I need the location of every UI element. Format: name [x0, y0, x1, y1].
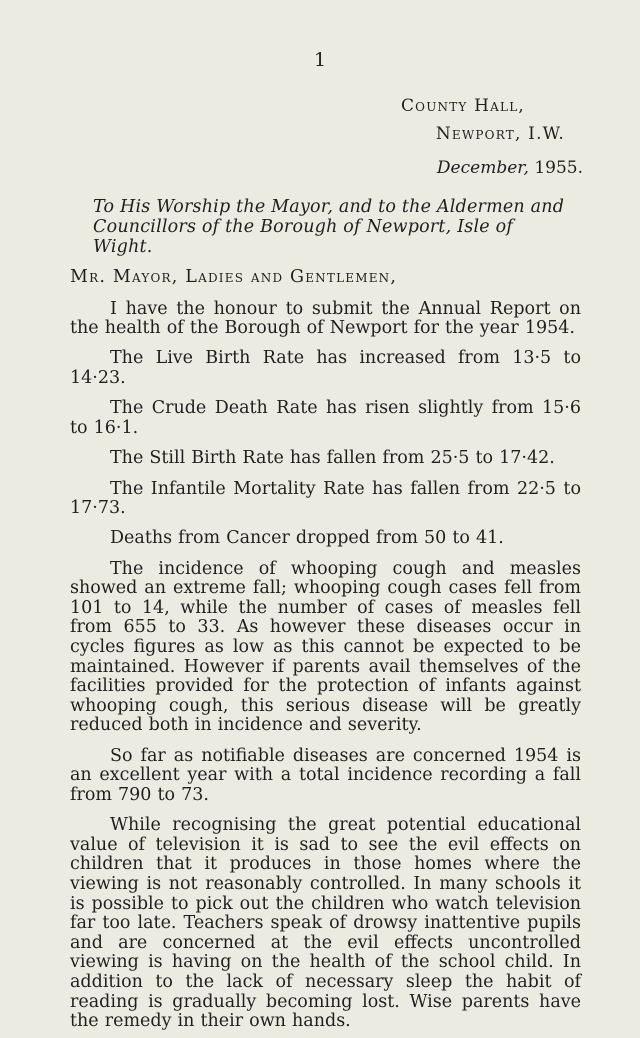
paragraph-crude-death-rate: The Crude Death Rate has risen slightly from 15·6 to 16·1.: [70, 398, 581, 438]
paragraph-intro: I have the honour to submit the Annual Report on the health of the Borough of Newport for the year 1954.: [70, 298, 581, 339]
letter-date: [401, 152, 583, 184]
paragraph-whooping-cough-measles: The incidence of whooping cough and measles showed an extreme fall; whooping cough cases fell from 101 to 14, while the number of cases of measles fell from 655 to 33. As however these diseases occur in cycles figures as low as this cannot be expected to be maintained. However if parents avail themselves of the facilities provided for the protection of infants against whooping cough, this serious disease will be greatly reduced both in incidence and severity.: [70, 558, 581, 736]
paragraph-live-birth-rate: The Live Birth Rate has increased from 13·5 to 14·23.: [70, 348, 581, 389]
date-year: 1955.: [534, 158, 583, 178]
paragraph-infantile-mortality: The Infantile Mortality Rate has fallen from 22·5 to 17·73.: [70, 478, 581, 519]
paragraph-television: While recognising the great potential educational value of television it is sad to see the evil effects on children that it produces in those homes where the viewing is not reasonably controlled. In many schools it is possible to pick out the children who watch television far too late. Teachers speak of drowsy inattentive pupils and are concerned at the evil effects uncontrolled viewing is having on the health of the school child. In addition to the lack of necessary sleep the habit of reading is gradually becoming lost. Wise parents have the remedy in their own hands.: [70, 815, 581, 1032]
paragraph-cancer-deaths: Deaths from Cancer dropped from 50 to 41.: [110, 528, 504, 549]
page-number: 1: [313, 49, 327, 71]
salutation: Mr. Mayor, Ladies and Gentlemen,: [70, 267, 398, 287]
dedication-line-1: To His Worship the Mayor, and to the Aldermen and: [93, 197, 565, 217]
paragraph-notifiable-diseases: So far as notifiable diseases are concerned 1954 is an excellent year with a total incidence recording a fall from 790 to 73.: [70, 745, 581, 805]
address-line-1: County Hall,: [400, 96, 525, 116]
paragraph-still-birth-rate: The Still Birth Rate has fallen from 25·5 to 17·42.: [110, 448, 555, 469]
dedication-line-2: Councillors of the Borough of Newport, Isle of Wight.: [93, 217, 514, 257]
date-month: December,: [436, 158, 529, 178]
dedication: [93, 197, 573, 257]
address-line-2: Newport, I.W.: [435, 124, 565, 144]
sender-address: [401, 92, 583, 184]
report-body: [70, 268, 581, 1038]
